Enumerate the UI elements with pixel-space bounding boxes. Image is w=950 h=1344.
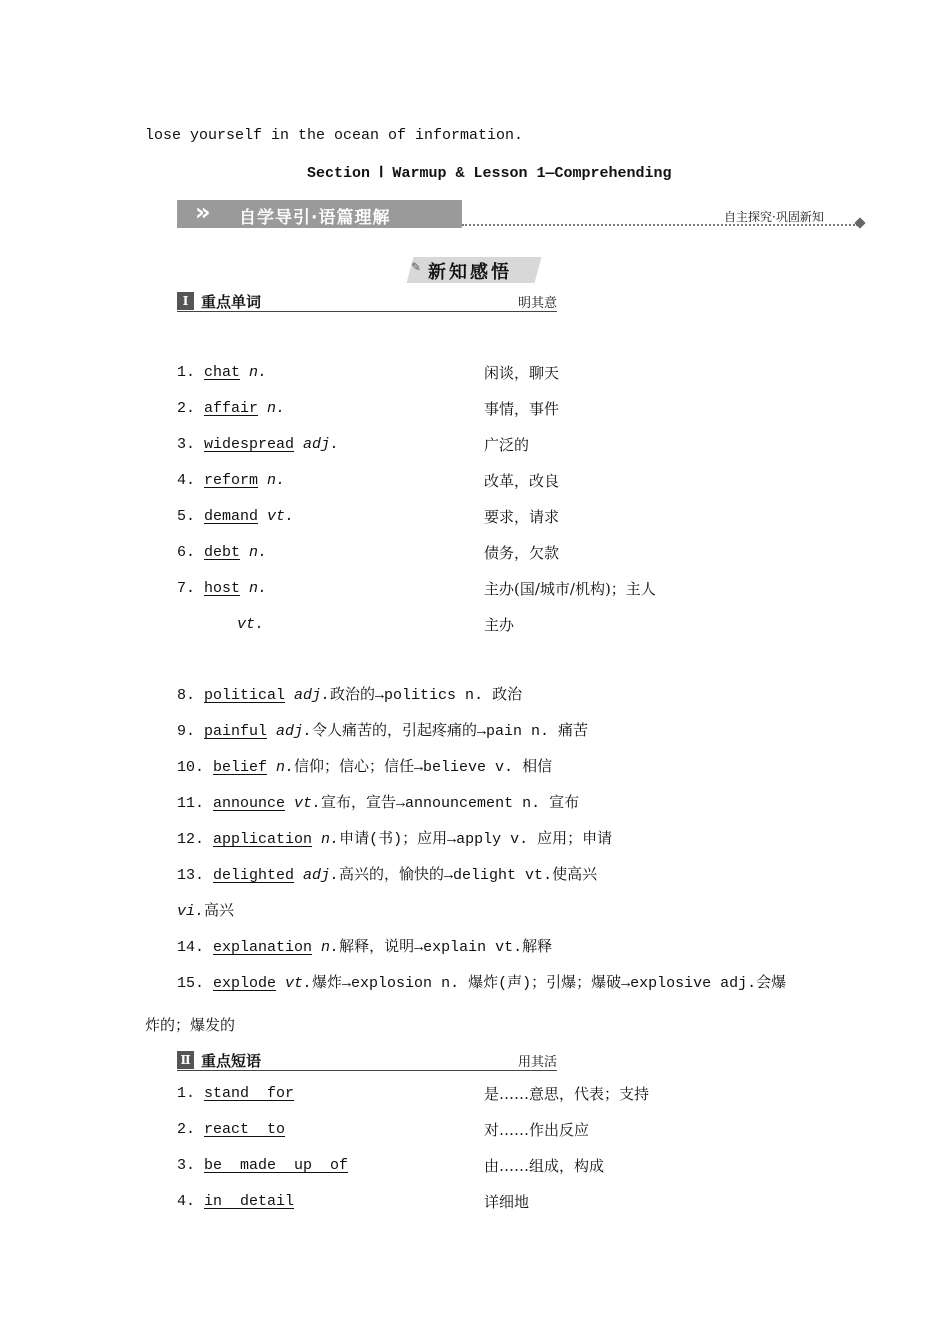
word-pos: n. — [258, 472, 286, 489]
word-row — [177, 507, 294, 527]
section-title: Section Ⅰ Warmup & Lesson 1—Comprehending — [307, 165, 672, 182]
word-term: widespread — [204, 436, 295, 453]
word-pos: adj. — [294, 436, 340, 453]
word-number: 1. — [177, 364, 205, 381]
deriv-rest: 高兴的，愉快的→delight vt.使高兴 — [339, 867, 598, 884]
word-row — [177, 399, 285, 419]
deriv-row — [177, 902, 234, 922]
deriv-pos: n. — [312, 939, 340, 956]
word-row — [177, 435, 339, 455]
phrase-term: stand for — [204, 1085, 295, 1102]
deriv-term: explode — [213, 975, 277, 992]
word-term: chat — [204, 364, 241, 381]
word-pos: n. — [240, 364, 268, 381]
deriv-term: announce — [213, 795, 286, 812]
word-row — [177, 363, 267, 383]
deriv-row — [177, 686, 522, 706]
deriv-pos: adj. — [267, 723, 313, 740]
deriv-pos: vt. — [285, 795, 322, 812]
word-term: debt — [204, 544, 241, 561]
part2-title: 重点短语 — [201, 1052, 262, 1070]
deriv-row — [177, 974, 786, 994]
deriv-pos: adj. — [285, 687, 331, 704]
deriv-row — [177, 830, 612, 850]
word-meaning: 主办(国/城市/机构)；主人 — [484, 580, 656, 598]
word-row — [177, 471, 285, 491]
diamond-icon — [854, 217, 865, 228]
word-pos: n. — [258, 400, 286, 417]
phrase-number: 3. — [177, 1157, 205, 1174]
part2-hint: 用其活 — [517, 1055, 557, 1070]
part2-header — [177, 1050, 557, 1071]
deriv-term: delighted — [213, 867, 295, 884]
deriv-number: 11. — [177, 795, 214, 812]
deriv-pos: n. — [267, 759, 295, 776]
deriv-number: 12. — [177, 831, 214, 848]
deriv-number: 15. — [177, 975, 214, 992]
word-number: 2. — [177, 400, 205, 417]
phrase-number: 2. — [177, 1121, 205, 1138]
part1-hint: 明其意 — [517, 296, 557, 311]
phrase-term: in detail — [204, 1193, 295, 1210]
section-banner — [177, 200, 462, 228]
word-number: 5. — [177, 508, 205, 525]
phrase-row — [177, 1120, 285, 1140]
word-meaning: 主办 — [484, 616, 515, 634]
deriv-rest: 爆炸→explosion n. 爆炸(声)；引爆；爆破→explosive adj.会爆 — [312, 975, 787, 992]
word-number: 6. — [177, 544, 205, 561]
phrase-number: 1. — [177, 1085, 205, 1102]
phrase-row — [177, 1084, 294, 1104]
part1-title: 重点单词 — [201, 293, 262, 311]
phrase-row — [177, 1156, 348, 1176]
banner-subtitle: 自主探究·巩固新知 — [724, 210, 824, 224]
deriv-row — [177, 938, 552, 958]
deriv-rest: 政治的→politics n. 政治 — [330, 687, 523, 704]
word-term: reform — [204, 472, 259, 489]
word-term: affair — [204, 400, 259, 417]
word-number: 4. — [177, 472, 205, 489]
word-pos: vt. — [258, 508, 295, 525]
deriv-rest: 宣布，宣告→announcement n. 宣布 — [321, 795, 580, 812]
part1-header — [177, 291, 557, 312]
word-meaning: 改革，改良 — [484, 472, 560, 490]
deriv-number: 10. — [177, 759, 214, 776]
wrap-line: 炸的；爆发的 — [145, 1016, 236, 1034]
deriv-rest: 信仰；信心；信任→believe v. 相信 — [294, 759, 553, 776]
deriv-rest: 令人痛苦的，引起疼痛的→pain n. 痛苦 — [312, 723, 589, 740]
word-row — [177, 543, 267, 563]
deriv-rest: 解释，说明→explain vt.解释 — [339, 939, 553, 956]
phrase-term: react to — [204, 1121, 286, 1138]
phrase-number: 4. — [177, 1193, 205, 1210]
phrase-meaning: 由……组成，构成 — [484, 1157, 605, 1175]
deriv-row — [177, 866, 597, 886]
word-row — [177, 579, 267, 599]
part2-badge: Ⅱ — [177, 1051, 194, 1069]
word-term: demand — [204, 508, 259, 525]
deriv-row — [177, 722, 588, 742]
leaf-icon: ✎ — [411, 260, 422, 274]
deriv-number: 9. — [177, 723, 205, 740]
deriv-pos: vt. — [276, 975, 313, 992]
deriv-rest: 高兴 — [204, 903, 235, 920]
phrase-term: be made up of — [204, 1157, 349, 1174]
word-pos: n. — [240, 544, 268, 561]
deriv-term: painful — [204, 723, 268, 740]
deriv-pos: n. — [312, 831, 340, 848]
word-number: 7. — [177, 580, 205, 597]
word-meaning: 广泛的 — [484, 436, 530, 454]
word-pos: vt. — [237, 616, 265, 633]
phrase-meaning: 详细地 — [484, 1193, 530, 1211]
deriv-term: political — [204, 687, 286, 704]
part1-badge: Ⅰ — [177, 292, 194, 310]
word-meaning: 债务，欠款 — [484, 544, 560, 562]
xinzhi-title: 新知感悟 — [428, 262, 512, 283]
deriv-pos: vi. — [177, 903, 205, 920]
intro-line: lose yourself in the ocean of information. — [145, 127, 524, 144]
word-term: host — [204, 580, 241, 597]
word-row — [237, 615, 264, 635]
deriv-row — [177, 794, 579, 814]
deriv-number: 13. — [177, 867, 214, 884]
word-meaning: 闲谈，聊天 — [484, 364, 560, 382]
deriv-pos: adj. — [294, 867, 340, 884]
deriv-number: 8. — [177, 687, 205, 704]
word-meaning: 要求，请求 — [484, 508, 560, 526]
deriv-rest: 申请(书)；应用→apply v. 应用；申请 — [339, 831, 613, 848]
deriv-term: application — [213, 831, 313, 848]
phrase-meaning: 是……意思，代表；支持 — [484, 1085, 650, 1103]
deriv-row — [177, 758, 552, 778]
word-meaning: 事情，事件 — [484, 400, 560, 418]
deriv-number: 14. — [177, 939, 214, 956]
phrase-row — [177, 1192, 294, 1212]
word-number: 3. — [177, 436, 205, 453]
word-pos: n. — [240, 580, 268, 597]
phrase-meaning: 对……作出反应 — [484, 1121, 590, 1139]
chevron-icon: » — [195, 198, 211, 226]
deriv-term: belief — [213, 759, 268, 776]
deriv-term: explanation — [213, 939, 313, 956]
banner-title: 自学导引·语篇理解 — [239, 208, 391, 228]
